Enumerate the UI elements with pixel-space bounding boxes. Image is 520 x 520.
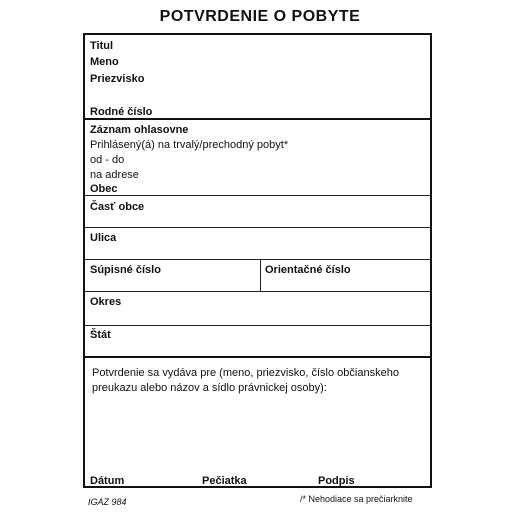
label-priezvisko: Priezvisko (90, 73, 145, 85)
row-divider (85, 325, 430, 326)
label-cast-obce: Časť obce (90, 201, 145, 213)
label-supisne-cislo: Súpisné číslo (90, 264, 161, 276)
label-peciatka: Pečiatka (202, 475, 247, 487)
form-code: IGAZ 984 (88, 497, 127, 507)
row-divider (85, 259, 430, 260)
label-od-do: od - do (90, 154, 125, 166)
label-prihlaseny: Prihlásený(á) na trvalý/prechodný pobyt* (90, 139, 289, 151)
form-title: POTVRDENIE O POBYTE (159, 8, 361, 25)
label-obec: Obec (90, 183, 118, 195)
label-na-adrese: na adrese (90, 169, 139, 181)
section-divider (85, 118, 430, 120)
label-okres: Okres (90, 296, 122, 308)
purpose-text: Potvrdenie sa vydáva pre (meno, priezvisko, číslo občianskeho preukazu alebo názov a sídlo právnickej osoby): (92, 367, 399, 394)
label-stat: Štát (90, 329, 111, 341)
label-datum: Dátum (90, 475, 125, 487)
footnote: /* Nehodiace sa prečiarknite (300, 494, 413, 504)
row-divider (85, 195, 430, 196)
residence-form (83, 33, 432, 488)
section-divider (85, 356, 430, 358)
label-podpis: Podpis (318, 475, 355, 487)
column-divider (260, 259, 261, 291)
label-meno: Meno (90, 56, 119, 68)
label-orientacne-cislo: Orientačné číslo (265, 264, 351, 276)
label-ulica: Ulica (90, 232, 117, 244)
row-divider (85, 227, 430, 228)
label-rodne-cislo: Rodné číslo (90, 106, 153, 118)
label-titul: Titul (90, 40, 114, 52)
label-zaznam-ohlasovne: Záznam ohlasovne (90, 124, 189, 136)
row-divider (85, 291, 430, 292)
